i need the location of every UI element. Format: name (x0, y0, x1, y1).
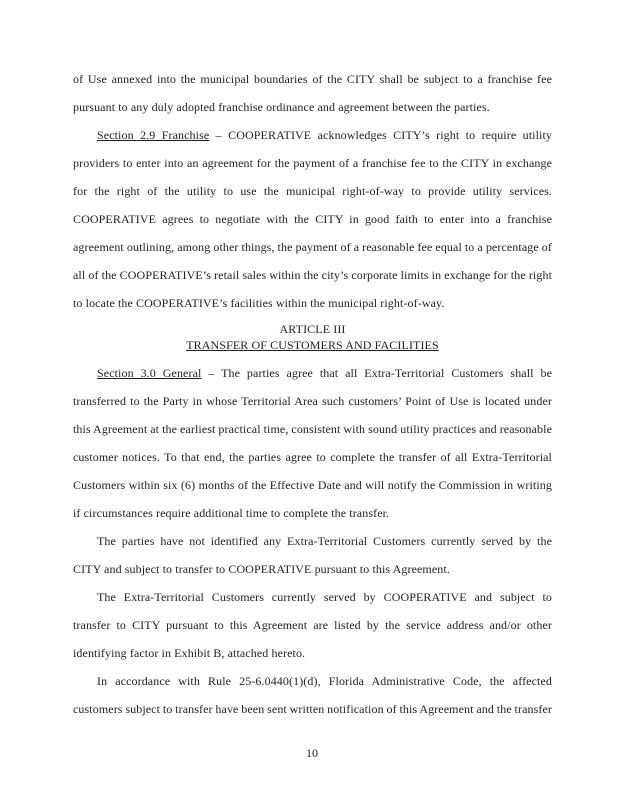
text-line (73, 471, 552, 499)
text-line (73, 499, 552, 527)
article-heading (73, 321, 552, 353)
text-line (73, 667, 552, 695)
text-segment: this Agreement at the earliest practical time, consistent with sound utility practices and reasonable (73, 422, 552, 436)
underlined-text: TRANSFER OF CUSTOMERS AND FACILITIES (186, 338, 439, 352)
text-segment: The parties have not identified any Extra-Territorial Customers currently served by the (97, 534, 552, 548)
text-segment: ARTICLE III (279, 322, 346, 336)
paragraph (73, 65, 552, 121)
text-line (73, 321, 552, 337)
text-segment: agreement outlining, among other things, the payment of a reasonable fee equal to a percentage of (73, 240, 552, 254)
text-segment: customer notices. To that end, the parties agree to complete the transfer of all Extra-Territorial (73, 450, 552, 464)
text-line (73, 177, 552, 205)
text-segment: for the right of the utility to use the municipal right-of-way to provide utility services. (73, 184, 552, 198)
paragraph (73, 527, 552, 583)
text-segment: CITY and subject to transfer to COOPERATIVE pursuant to this Agreement. (73, 562, 450, 576)
text-line (73, 149, 552, 177)
text-line (73, 205, 552, 233)
text-segment: to locate the COOPERATIVE’s facilities within the municipal right-of-way. (73, 296, 445, 310)
text-line (73, 359, 552, 387)
text-line (73, 65, 552, 93)
text-line (73, 93, 552, 121)
text-segment: COOPERATIVE agrees to negotiate with the CITY in good faith to enter into a franchise (73, 212, 552, 226)
text-line (73, 639, 552, 667)
page-number: 10 (306, 746, 318, 760)
text-line (73, 261, 552, 289)
text-line (73, 611, 552, 639)
text-segment: Customers within six (6) months of the Effective Date and will notify the Commission in writing (73, 478, 552, 492)
text-segment: identifying factor in Exhibit B, attached hereto. (73, 646, 306, 660)
paragraph (73, 667, 552, 723)
text-line (73, 387, 552, 415)
document-body (73, 65, 552, 723)
text-segment: customers subject to transfer have been sent written notification of this Agreement and the transfer (73, 702, 552, 716)
text-line (73, 121, 552, 149)
text-segment: of Use annexed into the municipal boundaries of the CITY shall be subject to a franchise fee (73, 72, 552, 86)
text-segment: – The parties agree that all Extra-Territorial Customers shall be (201, 366, 553, 380)
text-segment: providers to enter into an agreement for the payment of a franchise fee to the CITY in exchange (73, 156, 552, 170)
text-line (73, 443, 552, 471)
text-segment: In accordance with Rule 25-6.0440(1)(d), Florida Administrative Code, the affected (97, 674, 552, 688)
text-segment: – COOPERATIVE acknowledges CITY’s right to require utility (209, 128, 552, 142)
text-segment: if circumstances require additional time to complete the transfer. (73, 506, 390, 520)
text-line (73, 695, 552, 723)
text-segment: transfer to CITY pursuant to this Agreement are listed by the service address and/or other (73, 618, 552, 632)
text-line (73, 415, 552, 443)
text-line (73, 289, 552, 317)
text-line (73, 527, 552, 555)
paragraph (73, 121, 552, 317)
text-segment: transferred to the Party in whose Territorial Area such customers’ Point of Use is located under (73, 394, 552, 408)
text-segment: all of the COOPERATIVE’s retail sales within the city’s corporate limits in exchange for the right (73, 268, 552, 282)
underlined-text: Section 2.9 Franchise (97, 128, 210, 142)
text-line (73, 583, 552, 611)
text-line (73, 337, 552, 353)
text-segment: The Extra-Territorial Customers currently served by COOPERATIVE and subject to (97, 590, 552, 604)
underlined-text: Section 3.0 General (97, 366, 202, 380)
text-segment: pursuant to any duly adopted franchise ordinance and agreement between the parties. (73, 100, 490, 114)
text-line (73, 555, 552, 583)
paragraph (73, 359, 552, 527)
paragraph (73, 583, 552, 667)
text-line (73, 233, 552, 261)
